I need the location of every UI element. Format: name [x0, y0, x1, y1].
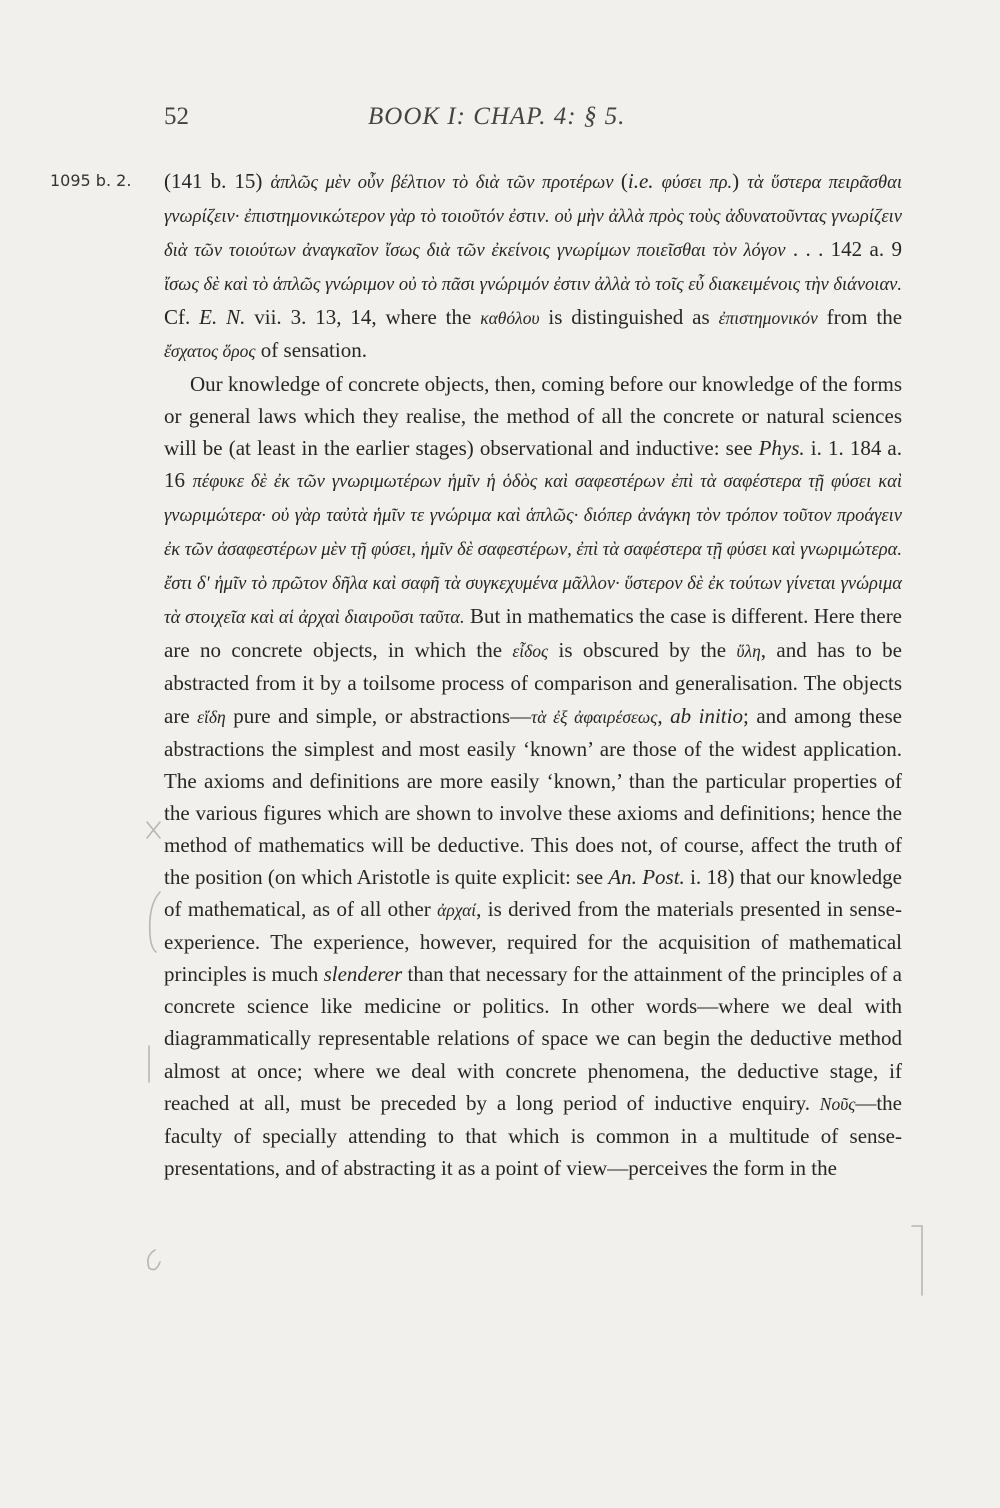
text-run: is distinguished as [539, 305, 719, 330]
pencil-bracket-right-mark [912, 1226, 922, 1295]
text-run: i. 1. 184 a. 16 [164, 435, 902, 492]
greek-quotation: τὰ ὕστερα πειρᾶσθαι γνωρίζειν· ἐπιστημονικώτερον γὰρ τὸ τοιοῦτόν ἐστιν. οὐ μὴν ἀλλὰ πρὸς τοὺς ἀδυνατοῦντας γνωρίζειν διὰ τῶν τοιούτων ἀναγκαῖον ἴσως διὰ τῶν ἐκείνοις γνωρίμων ποιεῖσθαι τὸν λόγον [164, 173, 902, 262]
text-run: But in mathematics the case is different. Here there are no concrete objects, in which the [164, 604, 903, 663]
text-run: , is derived from the materials presented in sense-experience. The experience, however, required for the acquisition of mathematical principles is much [164, 897, 902, 987]
running-title: BOOK I: CHAP. 4: § 5. [368, 103, 626, 130]
text-run: . . . 142 a. 9 [785, 237, 902, 262]
pencil-cross-mark [147, 822, 160, 838]
greek-quotation: ἁπλῶς μὲν οὖν βέλτιον τὸ διὰ τῶν προτέρων [270, 173, 621, 193]
paragraph [164, 165, 902, 368]
greek-term: εἴδη [197, 706, 226, 727]
greek-quotation: πέφυκε δὲ ἐκ τῶν γνωριμωτέρων ἡμῖν ἡ ὁδὸς καὶ σαφεστέρων ἐπὶ τὰ σαφέστερα τῇ φύσει καὶ γνωριμώτερα· οὐ γὰρ ταὐτὰ ἡμῖν τε γνώριμα καὶ ἁπλῶς· διόπερ ἀνάγκη τὸν τρόπον τοῦτον προάγειν ἐκ τῶν ἀσαφεστέρων μὲν τῇ φύσει, ἡμῖν δὲ σαφεστέρων, ἐπὶ τὰ σαφέστερα τῇ φύσει καὶ γνωριμώτερα. ἔστι δ' ἡμῖν τὸ πρῶτον δῆλα καὶ σαφῆ τὰ συγκεχυμένα μᾶλλον· ὕστερον δὲ ἐκ τούτων γίνεται γνώριμα τὰ στοιχεῖα καὶ αἱ ἀρχαὶ διαιροῦσι ταῦτα. [164, 471, 903, 629]
text-run: of sensation. [255, 338, 367, 363]
greek-quotation: φύσει πρ. [661, 173, 733, 193]
text-run: , and has to be abstracted from it by a toilsome process of comparison and generalisation. The objects are [164, 638, 902, 728]
italic-text: Phys. [758, 435, 805, 460]
paragraph [164, 368, 902, 1184]
text-run: than that necessary for the attainment of the principles of a concrete science like medicine or politics. In other words—where we deal with diagrammatically representable relations of space we can begin the deductive method almost at once; where we deal with concrete phenomena, the deductive stage, if reached at all, must be preceded by a long period of inductive enquiry. [164, 962, 902, 1115]
text-run: Cf. [164, 305, 200, 330]
greek-term: εἶδος [512, 641, 549, 662]
italic-text: ab initio [670, 703, 743, 728]
greek-term: ἀρχαί [437, 900, 477, 921]
text-run: i. 18) that our knowledge of mathematical, as of all other [164, 864, 902, 922]
greek-term: Νοῦς [819, 1093, 856, 1114]
text-run: from the [817, 305, 903, 330]
text-run: ; and among these abstractions the simplest and most easily ‘known’ are those of the widest application. The axioms and definitions are more easily ‘known,’ than the particular properties of the various figures which are shown to involve these axioms and definitions; hence the method of mathematics will be deductive. This does not, of course, affect the truth of the position (on which Aristotle is quite explicit: see [164, 703, 902, 889]
text-run: , [657, 703, 671, 728]
italic-text: An. Post. [608, 864, 685, 889]
pencil-circle-mark [148, 1250, 160, 1270]
greek-term: ἐπιστημονικόν [718, 308, 818, 329]
italic-text: i.e. [627, 169, 654, 193]
greek-term: καθόλου [480, 308, 540, 329]
text-run: is obscured by the [548, 638, 737, 663]
margin-reference: 1095 b. 2. [50, 171, 132, 190]
italic-text: slenderer [323, 962, 403, 987]
text-run: —the faculty of specially attending to that which is common in a multitude of sense-presentations, and of abstracting it as a point of view—perceives the form in the [164, 1090, 902, 1180]
text-run: ) [732, 169, 748, 193]
text-run: pure and simple, or abstractions— [225, 703, 532, 728]
greek-term: τὰ ἐξ ἀφαιρέσεως [531, 706, 658, 727]
page-number: 52 [164, 103, 189, 130]
text-run: Our knowledge of concrete objects, then, coming before our knowledge of the forms or general laws which they realise, the method of all the concrete or natural sciences will be (at least in the earlier stages) observational and inductive: see [164, 371, 902, 460]
text-run: (141 b. 15) [164, 169, 271, 193]
greek-term: ἔσχατος ὅρος [164, 341, 256, 362]
italic-text: E. N. [199, 305, 246, 330]
page-header [164, 103, 704, 143]
greek-term: ὕλη [736, 641, 761, 662]
text-run: vii. 3. 13, 14, where the [245, 305, 481, 330]
body-text [164, 165, 902, 1184]
text-run [654, 169, 662, 193]
text-run: ( [620, 169, 628, 193]
pencil-bracket-mark [150, 892, 160, 952]
greek-quotation: ἴσως δὲ καὶ τὸ ἁπλῶς γνώριμον οὐ τὸ πᾶσι γνώριμόν ἐστιν ἀλλὰ τὸ τοῖς εὖ διακειμένοις τὴν διάνοιαν. [164, 275, 902, 296]
